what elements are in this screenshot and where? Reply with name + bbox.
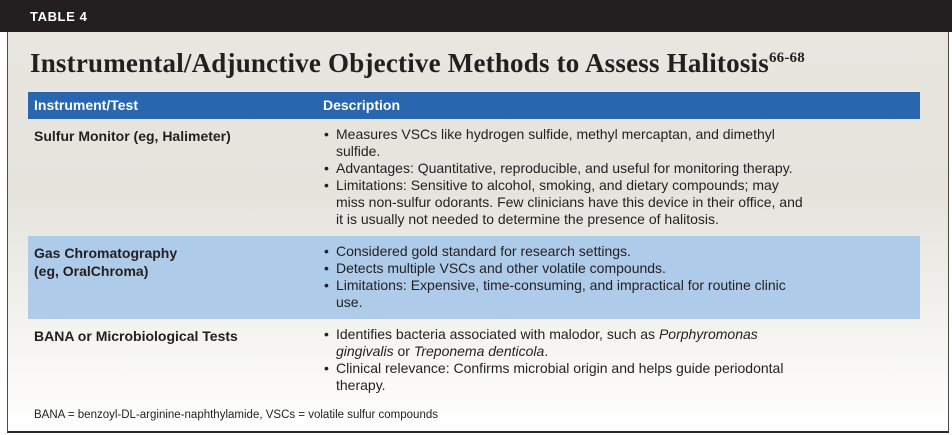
instrument-line: BANA or Microbiological Tests (34, 328, 238, 345)
instrument-line: Sulfur Monitor (eg, Halimeter) (34, 128, 231, 145)
table-number-bar (0, 0, 952, 32)
column-header-description: Description (320, 92, 920, 119)
description-cell (320, 236, 920, 319)
bullet-item (323, 326, 806, 360)
bullet-list (323, 126, 920, 228)
instrument-line: Gas Chromatography (34, 245, 178, 262)
table-row (28, 119, 920, 236)
table-panel (7, 32, 949, 433)
bullet-text: Detects multiple VSCs and other volatile compounds. (336, 260, 666, 277)
species-name: Treponema denticola (413, 343, 545, 360)
bullet-text: Considered gold standard for research settings. (336, 243, 631, 260)
bullet-text: Clinical relevance: Confirms microbial origin and helps guide periodontal therapy. (336, 360, 784, 394)
bullet-item (323, 160, 806, 177)
bullet-list (323, 326, 920, 394)
bullet-item (323, 126, 806, 160)
title-citation-superscript: 66-68 (768, 50, 805, 66)
footnote: BANA = benzoyl-DL-arginine-naphthylamide, VSCs = volatile sulfur compounds (34, 409, 438, 422)
table-header-row (28, 92, 920, 119)
bullet-text: or (393, 343, 414, 360)
bullet-text: Limitations: Sensitive to alcohol, smoking, and dietary compounds; may miss non-sulfur odorants. Few clinicians have this device in their office, and it is usually not needed to determine the presence of halitosis. (336, 177, 803, 228)
data-table (28, 92, 920, 402)
table-body (28, 119, 920, 402)
instrument-cell (28, 319, 320, 402)
instrument-line: (eg, OralChroma) (34, 263, 149, 280)
bullet-text: Measures VSCs like hydrogen sulfide, methyl mercaptan, and dimethyl sulfide. (336, 126, 775, 160)
bullet-item (323, 177, 806, 228)
bullet-text: Advantages: Quantitative, reproducible, and useful for monitoring therapy. (336, 160, 793, 177)
bullet-text: Identifies bacteria associated with malodor, such as (336, 326, 659, 343)
bullet-text: Limitations: Expensive, time-consuming, and impractical for routine clinic use. (336, 277, 786, 311)
bullet-list (323, 243, 920, 311)
bullet-item (323, 243, 806, 260)
column-header-instrument: Instrument/Test (28, 92, 320, 119)
instrument-cell (28, 236, 320, 319)
instrument-cell (28, 119, 320, 236)
species-name: Porphyromonas gingivalis (336, 326, 758, 360)
table-number-label: TABLE 4 (30, 9, 88, 24)
table-row (28, 236, 920, 319)
description-cell (320, 119, 920, 236)
bullet-item (323, 260, 806, 277)
bullet-text: . (544, 343, 549, 360)
bullet-item (323, 360, 806, 394)
description-cell (320, 319, 920, 402)
page-title-text: Instrumental/Adjunctive Objective Methods to Assess Halitosis (30, 48, 769, 78)
page-title (30, 48, 938, 79)
table-row (28, 319, 920, 402)
bullet-item (323, 277, 806, 311)
